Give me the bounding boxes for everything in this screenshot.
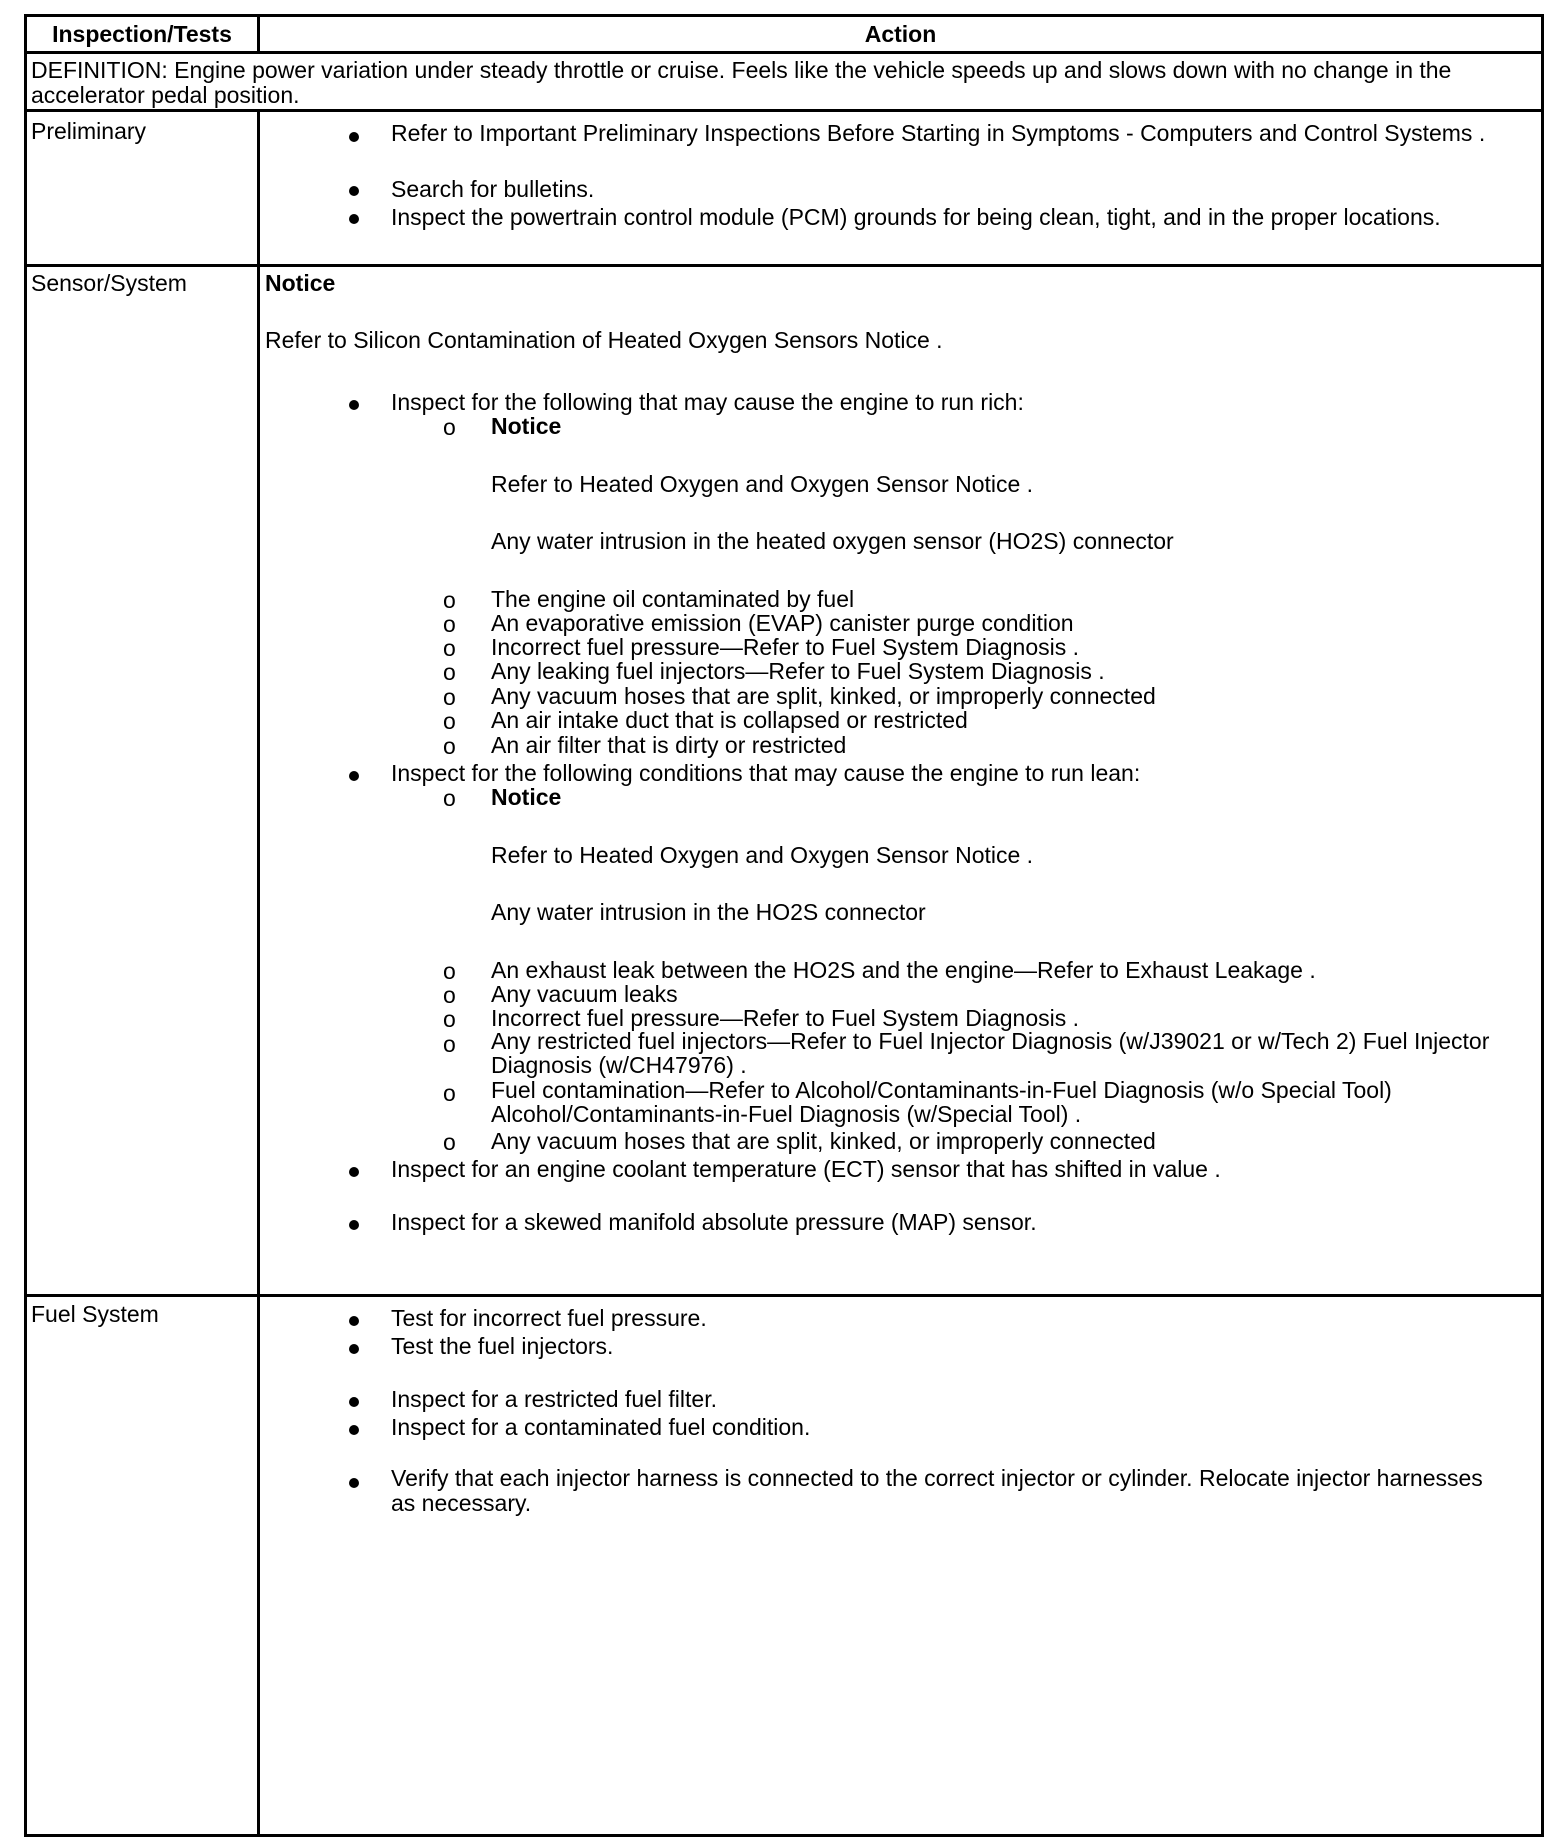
lean-item: Any vacuum leaks: [491, 981, 678, 1007]
bullet-icon: [349, 1397, 359, 1407]
rich-item: Any leaking fuel injectors—Refer to Fuel System Diagnosis .: [491, 658, 1105, 684]
circle-bullet-icon: o: [443, 684, 456, 710]
preliminary-item: Inspect the powertrain control module (PCM) grounds for being clean, tight, and in the proper locations.: [391, 204, 1441, 230]
rich-item: The engine oil contaminated by fuel: [491, 586, 855, 612]
circle-bullet-icon: o: [443, 611, 456, 637]
circle-bullet-icon: o: [443, 982, 456, 1008]
notice-title: Notice: [265, 270, 336, 296]
label-preliminary: Preliminary: [31, 118, 147, 144]
circle-bullet-icon: o: [443, 1006, 456, 1032]
notice-text: Refer to Silicon Contamination of Heated Oxygen Sensors Notice .: [265, 327, 943, 353]
rich-notice-title: Notice: [491, 413, 562, 439]
rich-item: An evaporative emission (EVAP) canister purge condition: [491, 610, 1074, 636]
bullet-icon: [349, 214, 359, 224]
bullet-icon: [349, 1316, 359, 1326]
bullet-icon: [349, 1344, 359, 1354]
fuel-item: Verify that each injector harness is connected to the correct injector or cylinder. Relocate injector harnesses as necessary.: [391, 1465, 1483, 1516]
rich-notice-extra: Any water intrusion in the heated oxygen sensor (HO2S) connector: [491, 528, 1174, 554]
row-divider: [27, 109, 1541, 112]
circle-bullet-icon: o: [443, 659, 456, 685]
row-divider: [27, 264, 1541, 267]
lean-item: Any restricted fuel injectors—Refer to Fuel Injector Diagnosis (w/J39021 or w/Tech 2) Fuel Injector Diagnosis (w/CH47976) .: [491, 1028, 1490, 1078]
rich-item: An air intake duct that is collapsed or restricted: [491, 707, 968, 733]
label-fuel-system: Fuel System: [31, 1301, 159, 1327]
circle-bullet-icon: o: [443, 587, 456, 613]
rich-intro: Inspect for the following that may cause the engine to run rich:: [391, 389, 1024, 415]
circle-bullet-icon: o: [443, 1080, 456, 1106]
bullet-icon: [349, 186, 359, 196]
inspection-table: [24, 14, 1544, 1837]
circle-bullet-icon: o: [443, 708, 456, 734]
ect-item: Inspect for an engine coolant temperature (ECT) sensor that has shifted in value .: [391, 1156, 1221, 1182]
row-divider: [27, 51, 1541, 54]
bullet-icon: [349, 400, 359, 410]
fuel-item: Test for incorrect fuel pressure.: [391, 1305, 707, 1331]
fuel-item: Inspect for a contaminated fuel condition.: [391, 1414, 811, 1440]
preliminary-item: Refer to Important Preliminary Inspections Before Starting in Symptoms - Computers and Control Systems .: [391, 120, 1486, 146]
lean-notice-title: Notice: [491, 784, 562, 810]
definition-text: DEFINITION: Engine power variation under steady throttle or cruise. Feels like the vehicle speeds up and slows down with no change in the accelerator pedal position.: [31, 57, 1452, 108]
lean-notice-text: Refer to Heated Oxygen and Oxygen Sensor Notice .: [491, 842, 1034, 868]
circle-bullet-icon: o: [443, 414, 456, 440]
preliminary-item: Search for bulletins.: [391, 176, 595, 202]
circle-bullet-icon: o: [443, 785, 456, 811]
lean-intro: Inspect for the following conditions that may cause the engine to run lean:: [391, 760, 1141, 786]
circle-bullet-icon: o: [443, 635, 456, 661]
lean-notice-extra: Any water intrusion in the HO2S connector: [491, 899, 926, 925]
rich-item: Any vacuum hoses that are split, kinked, or improperly connected: [491, 683, 1156, 709]
lean-item: Fuel contamination—Refer to Alcohol/Contaminants-in-Fuel Diagnosis (w/o Special Tool) Alcohol/Contaminants-in-Fuel Diagnosis (w/Special Tool) .: [491, 1077, 1392, 1127]
header-action: Action: [864, 21, 937, 47]
header-inspection-tests: Inspection/Tests: [52, 21, 232, 47]
circle-bullet-icon: o: [443, 958, 456, 984]
row-divider: [27, 1294, 1541, 1297]
map-item: Inspect for a skewed manifold absolute pressure (MAP) sensor.: [391, 1209, 1037, 1235]
rich-item: An air filter that is dirty or restricted: [491, 732, 847, 758]
bullet-icon: [349, 132, 359, 142]
circle-bullet-icon: o: [443, 1031, 456, 1057]
circle-bullet-icon: o: [443, 733, 456, 759]
bullet-icon: [349, 771, 359, 781]
fuel-item: Test the fuel injectors.: [391, 1333, 614, 1359]
fuel-item: Inspect for a restricted fuel filter.: [391, 1386, 717, 1412]
rich-item: Incorrect fuel pressure—Refer to Fuel System Diagnosis .: [491, 634, 1080, 660]
label-sensor-system: Sensor/System: [31, 270, 187, 296]
circle-bullet-icon: o: [443, 1129, 456, 1155]
lean-item: Incorrect fuel pressure—Refer to Fuel System Diagnosis .: [491, 1005, 1080, 1031]
lean-item: Any vacuum hoses that are split, kinked, or improperly connected: [491, 1128, 1156, 1154]
lean-item: An exhaust leak between the HO2S and the engine—Refer to Exhaust Leakage .: [491, 957, 1316, 983]
column-divider: [257, 111, 260, 1834]
bullet-icon: [349, 1167, 359, 1177]
bullet-icon: [349, 1220, 359, 1230]
bullet-icon: [349, 1478, 359, 1488]
bullet-icon: [349, 1425, 359, 1435]
rich-notice-text: Refer to Heated Oxygen and Oxygen Sensor Notice .: [491, 471, 1034, 497]
